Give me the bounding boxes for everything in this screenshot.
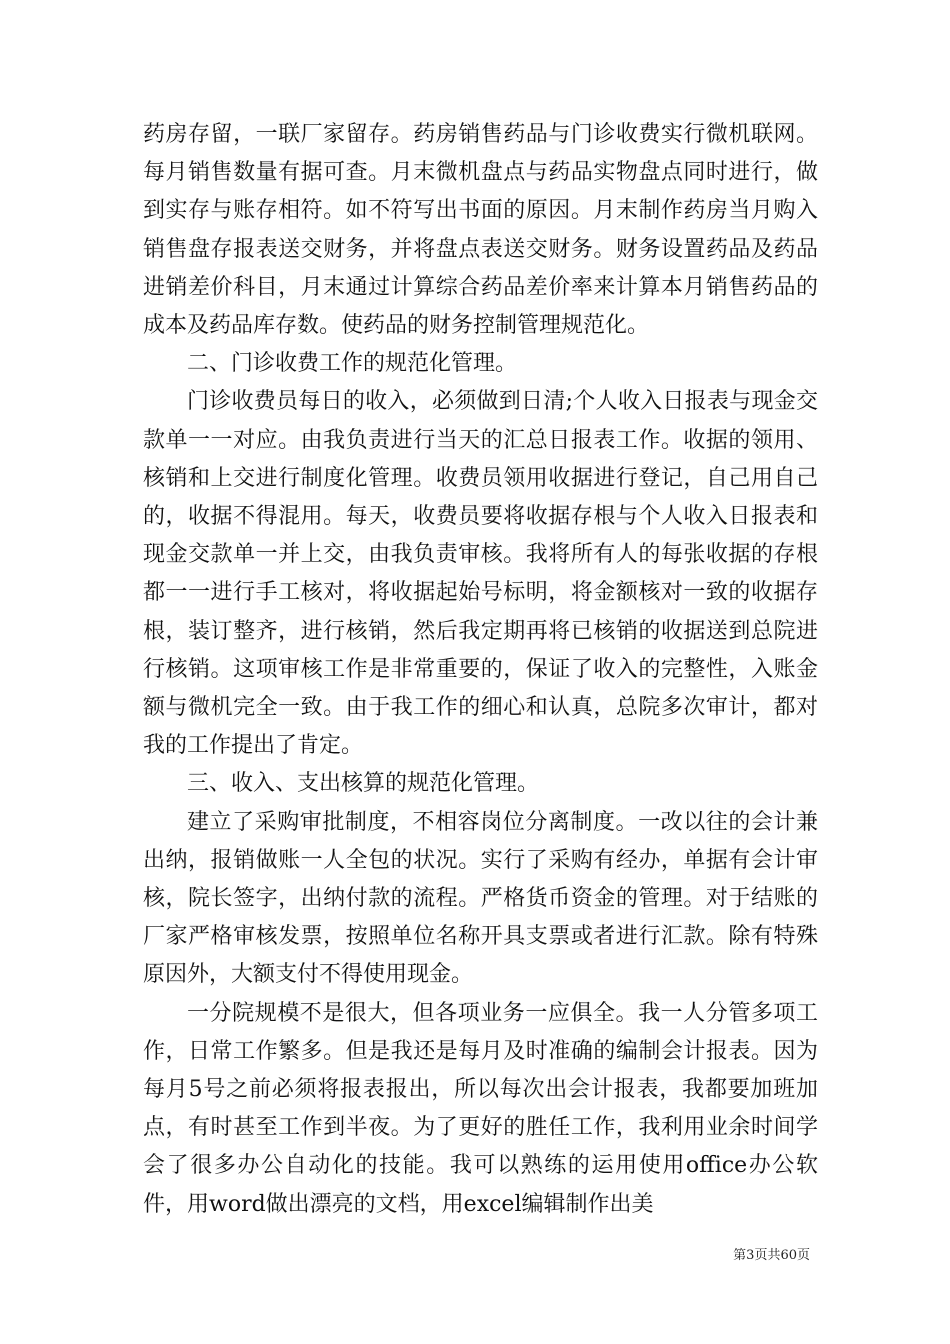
paragraph-5: 建立了采购审批制度，不相容岗位分离制度。一改以往的会计兼出纳，报销做账一人全包的状况。实行了采购有经办，单据有会计审核，院长签字，出纳付款的流程。严格货币资金的管理。对于结账的厂家严格审核发票，按照单位名称开具支票或者进行汇款。除有特殊原因外，大额支付不得使用现金。 <box>143 809 818 988</box>
section-heading-4: 三、收入、支出核算的规范化管理。 <box>187 771 540 797</box>
paragraph-3: 门诊收费员每日的收入，必须做到日清;个人收入日报表与现金交款单一一对应。由我负责进行当天的汇总日报表工作。收据的领用、核销和上交进行制度化管理。收费员领用收据进行登记，自己用自己的，收据不得混用。每天，收费员要将收据存根与个人收入日报表和现金交款单一并上交，由我负责审核。我将所有人的每张收据的存根都一一进行手工核对，将收据起始号标明，将金额核对一致的收据存根，装订整齐，进行核销，然后我定期再将已核销的收据送到总院进行核销。这项审核工作是非常重要的，保证了收入的完整性，入账金额与微机完全一致。由于我工作的细心和认真，总院多次审计，都对我的工作提出了肯定。 <box>143 389 818 759</box>
page-number: 第3页共60页 <box>733 1248 810 1263</box>
paragraph-6: 一分院规模不是很大，但各项业务一应俱全。我一人分管多项工作，日常工作繁多。但是我还是每月及时准确的编制会计报表。因为每月5号之前必须将报表报出，所以每次出会计报表，我都要加班加点，有时甚至工作到半夜。为了更好的胜任工作，我利用业余时间学会了很多办公自动化的技能。我可以熟练的运用使用office办公软件，用word做出漂亮的文档，用excel编辑制作出美 <box>143 1000 818 1217</box>
document-body <box>143 116 818 1224</box>
section-heading-2: 二、门诊收费工作的规范化管理。 <box>187 351 518 377</box>
paragraph-1: 药房存留，一联厂家留存。药房销售药品与门诊收费实行微机联网。每月销售数量有据可查。月末微机盘点与药品实物盘点同时进行，做到实存与账存相符。如不符写出书面的原因。月末制作药房当月购入销售盘存报表送交财务，并将盘点表送交财务。财务设置药品及药品进销差价科目，月末通过计算综合药品差价率来计算本月销售药品的成本及药品库存数。使药品的财务控制管理规范化。 <box>143 122 818 339</box>
